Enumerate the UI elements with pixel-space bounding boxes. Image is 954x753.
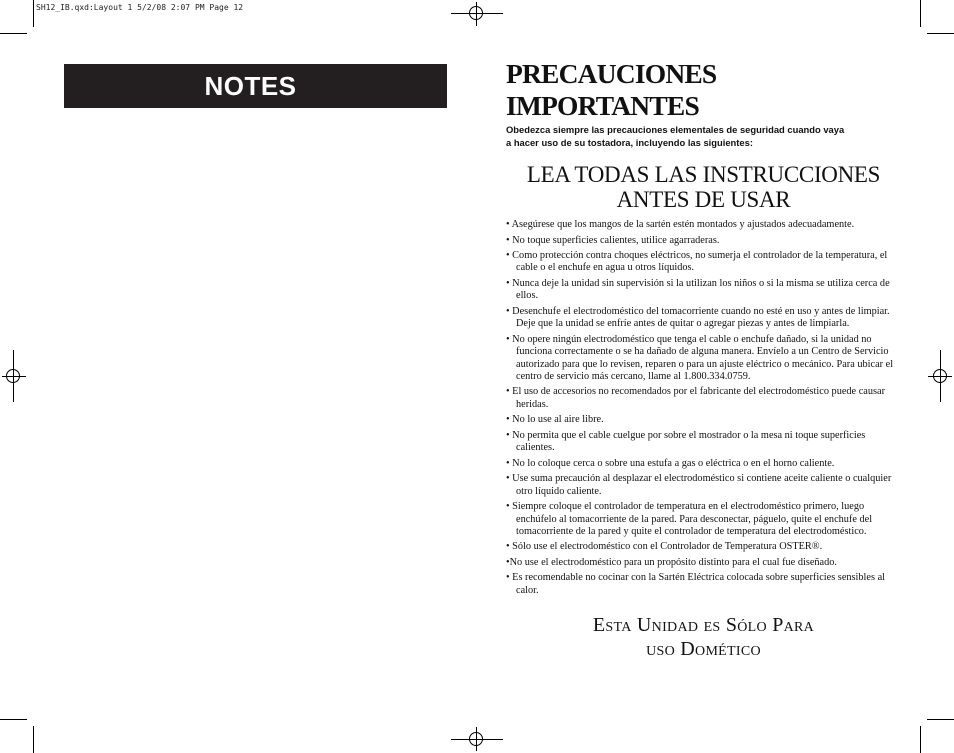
list-item: • Siempre coloque el controlador de temperatura en el electrodoméstico primero, luego enchúfelo al tomacorriente de la pared. Para desconectar, páguelo, quite el enchufe del tomacorriente de la pared y quite el controlador de temperatura del electrodoméstico. xyxy=(506,501,873,537)
list-item: • El uso de accesorios no recomendados por el fabricante del electrodoméstico puede causar heridas. xyxy=(506,386,885,410)
file-slug: SH12_IB.qxd:Layout 1 5/2/08 2:07 PM Page 12 xyxy=(36,3,244,12)
crop-mark xyxy=(0,33,27,34)
closing-line-2: uso Domético xyxy=(646,638,761,661)
notes-heading: NOTES xyxy=(204,70,297,101)
list-item: • No permita que el cable cuelgue por sobre el mostrador o la mesa ni toque superficies calientes. xyxy=(506,429,866,454)
read-heading-line-1: LEA TODAS LAS INSTRUCCIONES xyxy=(526,162,881,187)
list-item: • No toque superficies calientes, utilice agarraderas. xyxy=(506,234,720,246)
list-item: • No opere ningún electrodoméstico que tenga el cable o enchufe dañado, si la unidad no funciona correctamente o se ha dañado de alguna manera. Envíelo a un Centro de Servicio autorizado para que lo revisen, reparen o para un ajuste eléctrico o mecánico. Para ubicar el centro de servicio más cercano, llame al 1.800.334.0759. xyxy=(506,333,894,382)
precautions-list xyxy=(506,219,901,597)
crop-mark xyxy=(33,0,34,27)
list-item: • Desenchufe el electrodoméstico del tomacorriente cuando no esté en uso y antes de limpiar. Deje que la unidad se enfríe antes de quitar o agregar piezas y antes de limpiarla. xyxy=(506,305,890,330)
crop-mark xyxy=(927,33,954,34)
list-item: • No lo use al aire libre. xyxy=(506,414,604,426)
list-item: •No use el electrodoméstico para un propósito distinto para el cual fue diseñado. xyxy=(506,556,838,568)
crop-mark xyxy=(920,726,921,753)
page-title: PRECAUCIONES IMPORTANTES xyxy=(506,58,717,121)
intro-text xyxy=(506,123,901,149)
list-item: • Como protección contra choques eléctricos, no sumerja el controlador de la temperatura, el cable o el enchufe en agua u otros líquidos. xyxy=(506,250,888,274)
intro-line-1: Obedezca siempre las precauciones elementales de seguridad cuando vaya xyxy=(506,124,845,135)
list-item: • Use suma precaución al desplazar el electrodoméstico si contiene aceite caliente o cualquier otro líquido caliente. xyxy=(506,473,892,497)
notes-header-bar xyxy=(64,64,447,108)
crop-mark xyxy=(0,719,27,720)
read-heading-line-2: ANTES DE USAR xyxy=(616,187,791,212)
list-item: • Es recomendable no cocinar con la Sartén Eléctrica colocada sobre superficies sensibles al calor. xyxy=(506,572,885,596)
list-item: • Sólo use el electrodoméstico con el Controlador de Temperatura OSTER®. xyxy=(506,541,823,553)
list-item: • Asegúrese que los mangos de la sartén estén montados y ajustados adecuadamente. xyxy=(506,219,855,230)
crop-mark xyxy=(920,0,921,27)
intro-line-2: a hacer uso de su tostadora, incluyendo las siguientes: xyxy=(506,137,753,148)
closing-line-1: Esta Unidad es Sólo Para xyxy=(592,614,815,637)
crop-mark xyxy=(33,726,34,753)
list-item: • No lo coloque cerca o sobre una estufa a gas o eléctrica o en el horno caliente. xyxy=(506,457,835,469)
household-use-notice xyxy=(506,613,901,661)
list-item: • Nunca deje la unidad sin supervisión si la utilizan los niños o si la misma se utiliza cerca de ellos. xyxy=(506,277,890,302)
read-instructions-heading xyxy=(506,162,901,212)
precautions-page xyxy=(506,58,901,661)
crop-mark xyxy=(927,719,954,720)
